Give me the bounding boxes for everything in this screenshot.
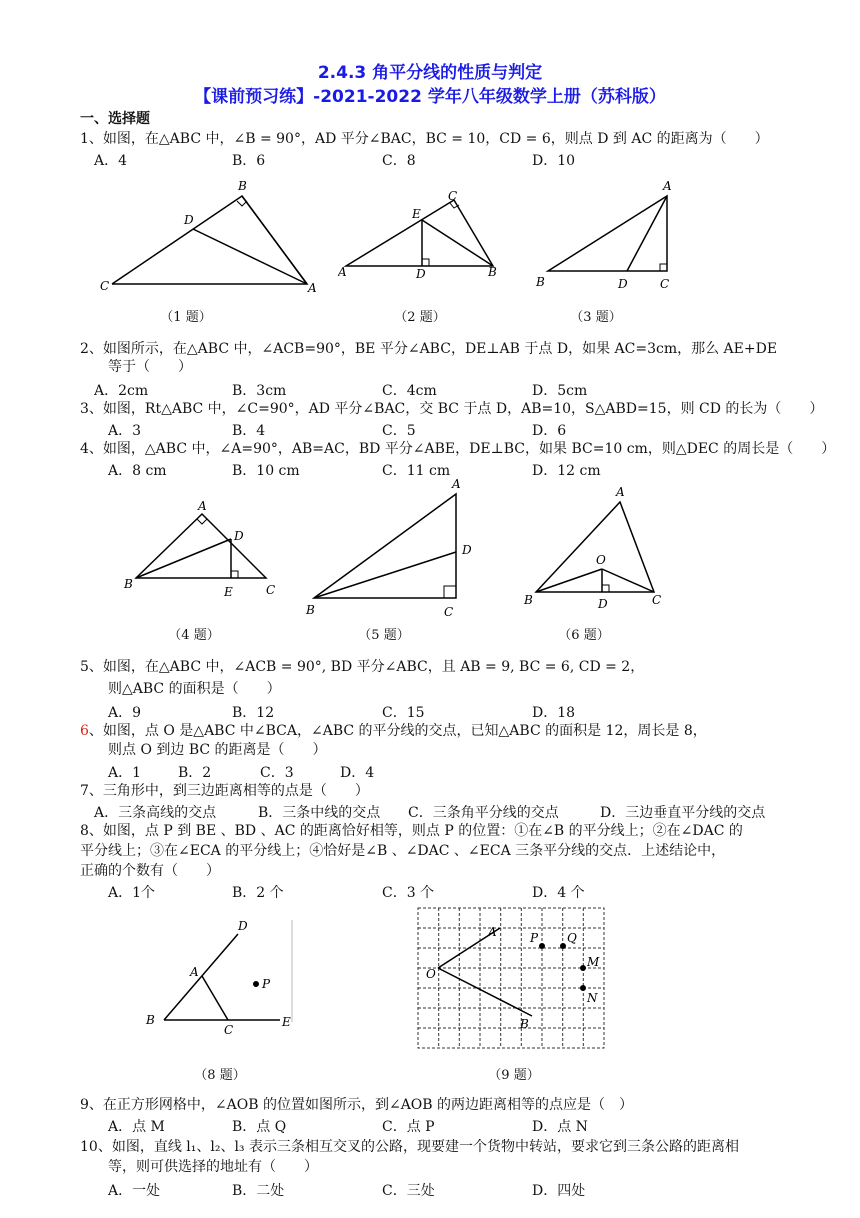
question-6-line1 (80, 722, 707, 740)
q6-option-b: B．2 (178, 765, 212, 781)
question-7-text: 7、三角形中，到三边距离相等的点是（ ） (80, 783, 369, 799)
question-2-line2: 等于（ ） (108, 359, 192, 375)
q8-option-a: A．1个 (108, 885, 156, 901)
figure-8 (140, 912, 310, 1042)
caption-fig2: （2 题） (394, 310, 446, 325)
f8-label-c: C (224, 1023, 234, 1037)
caption-fig9: （9 题） (488, 1068, 540, 1083)
f4-label-c: C (266, 583, 276, 597)
q6-option-d: D．4 (340, 765, 375, 781)
question-8-line1: 8、如图，点 P 到 BE 、BD 、AC 的距离恰好相等，则点 P 的位置：①在∠B 的平分线上；②在∠DAC 的 (80, 823, 743, 839)
figure-5 (300, 474, 490, 624)
f2-label-c: C (448, 189, 458, 203)
q10-option-a: A．一处 (108, 1183, 161, 1199)
f9-label-b: B (520, 1017, 529, 1031)
f3-label-a: A (663, 179, 672, 193)
f6-label-c: C (652, 593, 662, 607)
q3-option-d: D．6 (532, 423, 567, 439)
f5-label-d: D (462, 543, 472, 557)
f8-label-b: B (146, 1013, 155, 1027)
q2-option-b: B．3cm (232, 383, 287, 399)
f3-label-d: D (618, 277, 628, 291)
f4-label-b: B (124, 577, 133, 591)
q4-option-a: A．8 cm (108, 463, 167, 479)
q8-option-d: D．4 个 (532, 885, 585, 901)
q4-option-c: C．11 cm (382, 463, 451, 479)
q3-option-b: B．4 (232, 423, 266, 439)
question-4-text: 4、如图，△ABC 中，∠A=90°，AB=AC，BD 平分∠ABE，DE⊥BC，如果 BC=10 cm，则△DEC 的周长是（ ） (80, 441, 836, 457)
caption-fig4: （4 题） (168, 628, 220, 643)
caption-fig6: （6 题） (558, 628, 610, 643)
f2-label-b: B (488, 265, 497, 279)
q3-option-c: C．5 (382, 423, 416, 439)
q9-option-d: D．点 N (532, 1119, 588, 1135)
q5-option-d: D．18 (532, 705, 576, 721)
q2-option-d: D．5cm (532, 383, 588, 399)
q6-option-a: A．1 (108, 765, 142, 781)
q5-option-a: A．9 (108, 705, 142, 721)
q9-option-b: B．点 Q (232, 1119, 287, 1135)
question-6-number: 6 (80, 723, 89, 739)
f5-label-b: B (306, 603, 315, 617)
q1-option-c: C．8 (382, 153, 416, 169)
figure-1 (100, 178, 330, 298)
f6-label-b: B (524, 593, 533, 607)
page-subtitle: 【课前预习练】-2021-2022 学年八年级数学上册（苏科版） (194, 87, 666, 107)
f9-label-o: O (426, 967, 436, 981)
f4-label-e: E (224, 585, 233, 599)
question-3-text: 3、如图，Rt△ABC 中，∠C=90°，AD 平分∠BAC，交 BC 于点 D，AB=10，S△ABD=15，则 CD 的长为（ ） (80, 401, 824, 417)
question-5-line1: 5、如图，在△ABC 中，∠ACB = 90°, BD 平分∠ABC，且 AB = 9, BC = 6, CD = 2， (80, 659, 645, 675)
figure-4 (118, 496, 288, 606)
q7-option-c: C．三条角平分线的交点 (408, 805, 559, 821)
question-10-line1: 10、如图，直线 l₁、l₂、l₃ 表示三条相互交叉的公路，现要建一个货物中转站，要求它到三条公路的距离相 (80, 1139, 739, 1155)
question-8-line3: 正确的个数有（ ） (80, 863, 220, 879)
caption-fig5: （5 题） (358, 628, 410, 643)
q7-option-b: B．三条中线的交点 (258, 805, 381, 821)
question-6-text: 、如图，点 O 是△ABC 中∠BCA，∠ABC 的平分线的交点，已知△ABC 的面积是 12，周长是 8， (88, 723, 707, 739)
f1-label-a: A (308, 281, 317, 295)
q7-option-d: D．三边垂直平分线的交点 (600, 805, 766, 821)
f6-label-d: D (598, 597, 608, 611)
f2-label-a: A (338, 265, 347, 279)
q10-option-d: D．四处 (532, 1183, 586, 1199)
f3-label-c: C (660, 277, 670, 291)
figure-9 (416, 906, 606, 1052)
q3-option-a: A．3 (108, 423, 142, 439)
f2-label-e: E (412, 207, 421, 221)
f1-label-b: B (238, 179, 247, 193)
q1-option-d: D．10 (532, 153, 576, 169)
f3-label-b: B (536, 275, 545, 289)
q8-option-b: B．2 个 (232, 885, 284, 901)
f4-label-a: A (198, 499, 207, 513)
f8-label-d: D (238, 919, 248, 933)
f5-label-c: C (444, 605, 454, 619)
q9-option-c: C．点 P (382, 1119, 435, 1135)
caption-fig3: （3 题） (570, 310, 622, 325)
f8-label-a: A (190, 965, 199, 979)
question-2-line1: 2、如图所示，在△ABC 中，∠ACB=90°，BE 平分∠ABC，DE⊥AB 于点 D，如果 AC=3cm，那么 AE+DE (80, 341, 778, 357)
f9-label-n: N (587, 991, 598, 1005)
f4-label-d: D (234, 529, 244, 543)
q1-option-a: A．4 (94, 153, 128, 169)
figure-2 (338, 188, 508, 288)
question-10-line2: 等，则可供选择的地址有（ ） (108, 1159, 318, 1175)
page-title: 2.4.3 角平分线的性质与判定 (317, 63, 543, 83)
f5-label-a: A (452, 477, 461, 491)
q8-option-c: C．3 个 (382, 885, 435, 901)
question-6-line2: 则点 O 到边 BC 的距离是（ ） (108, 742, 327, 758)
caption-fig8: （8 题） (194, 1068, 246, 1083)
question-8-line2: 平分线上；③在∠ECA 的平分线上；④恰好是∠B 、∠DAC 、∠ECA 三条平分线的交点．上述结论中， (80, 843, 726, 859)
question-5-line2: 则△ABC 的面积是（ ） (108, 681, 281, 697)
f2-label-d: D (416, 267, 426, 281)
question-1-text: 1、如图，在△ABC 中，∠B = 90°，AD 平分∠BAC，BC = 10，CD = 6，则点 D 到 AC 的距离为（ ） (80, 131, 769, 147)
q4-option-d: D．12 cm (532, 463, 601, 479)
q4-option-b: B．10 cm (232, 463, 300, 479)
figure-6 (516, 484, 676, 614)
f9-label-q: Q (567, 931, 577, 945)
q2-option-a: A．2cm (94, 383, 149, 399)
q10-option-c: C．三处 (382, 1183, 435, 1199)
f9-label-m: M (587, 955, 600, 969)
f1-label-d: D (184, 213, 194, 227)
q5-option-b: B．12 (232, 705, 275, 721)
f6-label-a: A (616, 485, 625, 499)
question-9-text: 9、在正方形网格中，∠AOB 的位置如图所示，到∠AOB 的两边距离相等的点应是（ ） (80, 1097, 634, 1113)
q10-option-b: B．二处 (232, 1183, 285, 1199)
caption-fig1: （1 题） (160, 310, 212, 325)
q7-option-a: A．三条高线的交点 (94, 805, 217, 821)
f8-label-e: E (282, 1015, 291, 1029)
section-heading: 一、选择题 (80, 111, 150, 127)
q6-option-c: C．3 (260, 765, 294, 781)
f8-label-p: P (262, 977, 271, 991)
q9-option-a: A．点 M (108, 1119, 165, 1135)
f9-label-p: P (530, 931, 539, 945)
figure-3 (530, 178, 690, 293)
q1-option-b: B．6 (232, 153, 266, 169)
q5-option-c: C．15 (382, 705, 425, 721)
f6-label-o: O (596, 553, 606, 567)
q2-option-c: C．4cm (382, 383, 437, 399)
f9-label-a: A (488, 925, 497, 939)
f1-label-c: C (100, 279, 110, 293)
